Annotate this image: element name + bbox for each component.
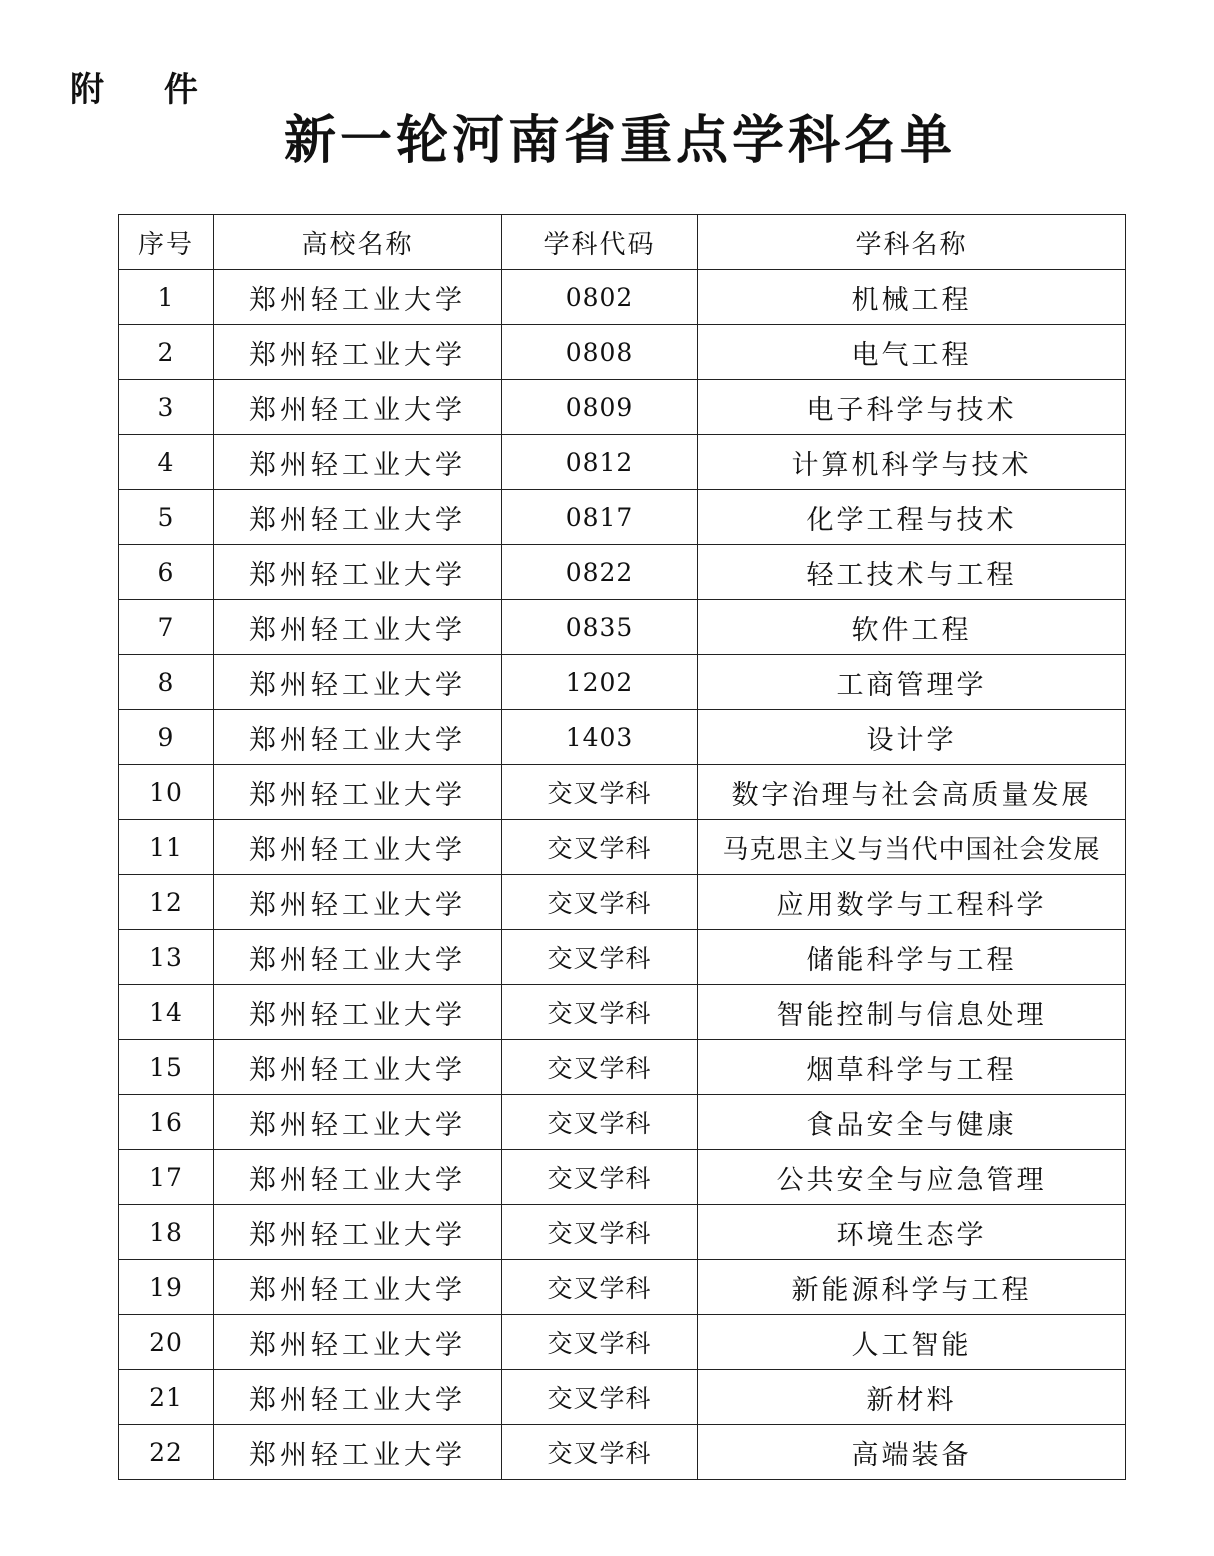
cell-discipline-name: 电气工程 bbox=[698, 325, 1126, 380]
cell-university: 郑州轻工业大学 bbox=[214, 270, 502, 325]
cell-serial-number: 21 bbox=[119, 1370, 214, 1425]
cell-discipline-code: 交叉学科 bbox=[502, 1260, 698, 1315]
cell-university: 郑州轻工业大学 bbox=[214, 1425, 502, 1480]
cell-university: 郑州轻工业大学 bbox=[214, 930, 502, 985]
cell-discipline-name: 高端装备 bbox=[698, 1425, 1126, 1480]
discipline-table bbox=[118, 214, 1126, 1480]
cell-discipline-name: 环境生态学 bbox=[698, 1205, 1126, 1260]
cell-serial-number: 13 bbox=[119, 930, 214, 985]
cell-university: 郑州轻工业大学 bbox=[214, 1370, 502, 1425]
table-row bbox=[119, 1205, 1126, 1260]
cell-discipline-code: 交叉学科 bbox=[502, 765, 698, 820]
cell-serial-number: 20 bbox=[119, 1315, 214, 1370]
cell-discipline-code: 交叉学科 bbox=[502, 985, 698, 1040]
table-row bbox=[119, 545, 1126, 600]
table-row bbox=[119, 655, 1126, 710]
table-row bbox=[119, 380, 1126, 435]
cell-discipline-code: 交叉学科 bbox=[502, 1205, 698, 1260]
cell-discipline-name: 软件工程 bbox=[698, 600, 1126, 655]
cell-discipline-code: 交叉学科 bbox=[502, 1040, 698, 1095]
table-row bbox=[119, 930, 1126, 985]
cell-discipline-name: 工商管理学 bbox=[698, 655, 1126, 710]
cell-university: 郑州轻工业大学 bbox=[214, 820, 502, 875]
attachment-label: 附 件 bbox=[70, 70, 222, 110]
cell-university: 郑州轻工业大学 bbox=[214, 1150, 502, 1205]
table-row bbox=[119, 1425, 1126, 1480]
table-row bbox=[119, 325, 1126, 380]
cell-serial-number: 9 bbox=[119, 710, 214, 765]
cell-discipline-name: 电子科学与技术 bbox=[698, 380, 1126, 435]
cell-discipline-name: 应用数学与工程科学 bbox=[698, 875, 1126, 930]
cell-university: 郑州轻工业大学 bbox=[214, 325, 502, 380]
cell-discipline-name: 轻工技术与工程 bbox=[698, 545, 1126, 600]
cell-discipline-code: 0812 bbox=[502, 435, 698, 490]
header-discipline-name: 学科名称 bbox=[698, 215, 1126, 270]
cell-serial-number: 3 bbox=[119, 380, 214, 435]
cell-serial-number: 1 bbox=[119, 270, 214, 325]
table-row bbox=[119, 875, 1126, 930]
cell-serial-number: 11 bbox=[119, 820, 214, 875]
table-header-row bbox=[119, 215, 1126, 270]
cell-serial-number: 6 bbox=[119, 545, 214, 600]
cell-discipline-name: 智能控制与信息处理 bbox=[698, 985, 1126, 1040]
cell-discipline-name: 新能源科学与工程 bbox=[698, 1260, 1126, 1315]
table-row bbox=[119, 820, 1126, 875]
cell-serial-number: 15 bbox=[119, 1040, 214, 1095]
cell-university: 郑州轻工业大学 bbox=[214, 380, 502, 435]
header-university: 高校名称 bbox=[214, 215, 502, 270]
document-title: 新一轮河南省重点学科名单 bbox=[283, 111, 956, 171]
cell-serial-number: 8 bbox=[119, 655, 214, 710]
cell-discipline-code: 交叉学科 bbox=[502, 1370, 698, 1425]
cell-discipline-code: 交叉学科 bbox=[502, 930, 698, 985]
table-row bbox=[119, 1150, 1126, 1205]
header-serial-number: 序号 bbox=[119, 215, 214, 270]
cell-discipline-code: 交叉学科 bbox=[502, 1425, 698, 1480]
cell-university: 郑州轻工业大学 bbox=[214, 875, 502, 930]
cell-serial-number: 5 bbox=[119, 490, 214, 545]
cell-serial-number: 2 bbox=[119, 325, 214, 380]
cell-discipline-name: 化学工程与技术 bbox=[698, 490, 1126, 545]
cell-discipline-code: 交叉学科 bbox=[502, 1315, 698, 1370]
cell-discipline-code: 0835 bbox=[502, 600, 698, 655]
cell-university: 郑州轻工业大学 bbox=[214, 655, 502, 710]
cell-serial-number: 7 bbox=[119, 600, 214, 655]
cell-serial-number: 16 bbox=[119, 1095, 214, 1150]
cell-serial-number: 22 bbox=[119, 1425, 214, 1480]
table-row bbox=[119, 600, 1126, 655]
cell-discipline-name: 设计学 bbox=[698, 710, 1126, 765]
cell-discipline-code: 0817 bbox=[502, 490, 698, 545]
cell-university: 郑州轻工业大学 bbox=[214, 765, 502, 820]
cell-discipline-name: 烟草科学与工程 bbox=[698, 1040, 1126, 1095]
table-row bbox=[119, 1040, 1126, 1095]
cell-discipline-name: 机械工程 bbox=[698, 270, 1126, 325]
cell-discipline-code: 交叉学科 bbox=[502, 820, 698, 875]
table-row bbox=[119, 985, 1126, 1040]
cell-discipline-name: 食品安全与健康 bbox=[698, 1095, 1126, 1150]
cell-discipline-code: 0809 bbox=[502, 380, 698, 435]
cell-discipline-name: 马克思主义与当代中国社会发展 bbox=[698, 820, 1126, 875]
cell-serial-number: 17 bbox=[119, 1150, 214, 1205]
cell-university: 郑州轻工业大学 bbox=[214, 1260, 502, 1315]
cell-university: 郑州轻工业大学 bbox=[214, 1315, 502, 1370]
cell-discipline-code: 0808 bbox=[502, 325, 698, 380]
table-row bbox=[119, 1315, 1126, 1370]
table-row bbox=[119, 710, 1126, 765]
cell-university: 郑州轻工业大学 bbox=[214, 545, 502, 600]
cell-serial-number: 14 bbox=[119, 985, 214, 1040]
cell-discipline-name: 新材料 bbox=[698, 1370, 1126, 1425]
cell-discipline-name: 人工智能 bbox=[698, 1315, 1126, 1370]
cell-serial-number: 19 bbox=[119, 1260, 214, 1315]
cell-university: 郑州轻工业大学 bbox=[214, 600, 502, 655]
cell-discipline-code: 交叉学科 bbox=[502, 875, 698, 930]
table-row bbox=[119, 490, 1126, 545]
cell-discipline-code: 1202 bbox=[502, 655, 698, 710]
cell-discipline-code: 交叉学科 bbox=[502, 1150, 698, 1205]
cell-discipline-name: 储能科学与工程 bbox=[698, 930, 1126, 985]
table-row bbox=[119, 1095, 1126, 1150]
cell-discipline-name: 公共安全与应急管理 bbox=[698, 1150, 1126, 1205]
table-row bbox=[119, 435, 1126, 490]
cell-university: 郑州轻工业大学 bbox=[214, 1205, 502, 1260]
table-row bbox=[119, 270, 1126, 325]
cell-discipline-name: 数字治理与社会高质量发展 bbox=[698, 765, 1126, 820]
table-row bbox=[119, 765, 1126, 820]
cell-university: 郑州轻工业大学 bbox=[214, 985, 502, 1040]
cell-serial-number: 18 bbox=[119, 1205, 214, 1260]
table-row bbox=[119, 1260, 1126, 1315]
cell-university: 郑州轻工业大学 bbox=[214, 435, 502, 490]
cell-discipline-code: 0802 bbox=[502, 270, 698, 325]
cell-discipline-code: 1403 bbox=[502, 710, 698, 765]
cell-university: 郑州轻工业大学 bbox=[214, 490, 502, 545]
cell-discipline-code: 0822 bbox=[502, 545, 698, 600]
header-discipline-code: 学科代码 bbox=[502, 215, 698, 270]
cell-university: 郑州轻工业大学 bbox=[214, 1095, 502, 1150]
cell-serial-number: 4 bbox=[119, 435, 214, 490]
cell-discipline-name: 计算机科学与技术 bbox=[698, 435, 1126, 490]
cell-university: 郑州轻工业大学 bbox=[214, 1040, 502, 1095]
table-body bbox=[119, 270, 1126, 1480]
cell-serial-number: 10 bbox=[119, 765, 214, 820]
cell-serial-number: 12 bbox=[119, 875, 214, 930]
table-row bbox=[119, 1370, 1126, 1425]
cell-university: 郑州轻工业大学 bbox=[214, 710, 502, 765]
cell-discipline-code: 交叉学科 bbox=[502, 1095, 698, 1150]
